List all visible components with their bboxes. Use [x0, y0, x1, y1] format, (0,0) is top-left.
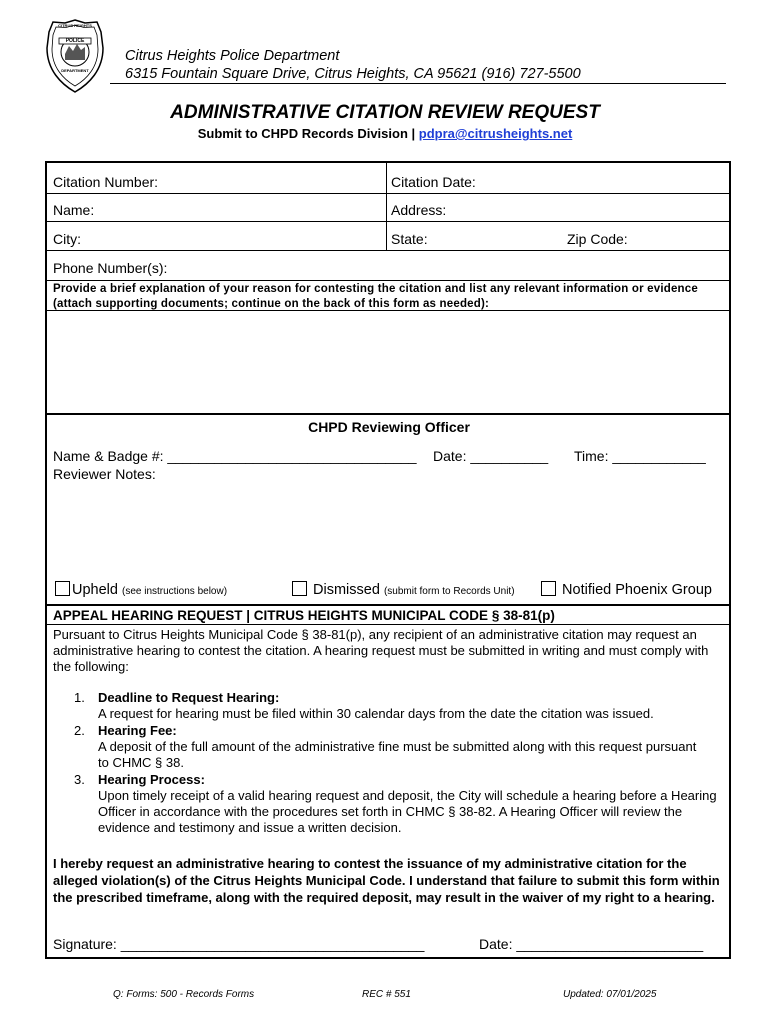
column-divider [386, 163, 387, 250]
explanation-prompt: Provide a brief explanation of your reason for contesting the citation and list any relevant information or evidence (attach supporting documents; continue on the back of this form as needed): [53, 283, 698, 310]
footer-form-path: Q: Forms: 500 - Records Forms [113, 989, 255, 1000]
reviewer-notes-area[interactable] [48, 484, 728, 579]
dismissed-option[interactable] [292, 581, 515, 598]
list-item-text: A request for hearing must be filed within 30 calendar days from the date the citation was issued. [98, 706, 654, 721]
form-subtitle [0, 126, 770, 141]
notified-phoenix-option[interactable] [541, 581, 712, 598]
dismissed-note: (submit form to Records Unit) [383, 586, 515, 597]
reviewer-notes-label: Reviewer Notes: [53, 466, 156, 482]
zip-code-field[interactable]: Zip Code: [567, 231, 628, 247]
notified-phoenix-label: Notified Phoenix Group [562, 582, 712, 598]
state-field[interactable]: State: [391, 231, 428, 247]
list-item-number: 3. [74, 772, 85, 787]
citation-date-field[interactable]: Citation Date: [391, 174, 476, 190]
row-rule [45, 280, 731, 281]
section-rule [45, 413, 731, 415]
reviewer-name-badge-field[interactable]: Name & Badge #: ________________________________ [53, 448, 417, 464]
phone-number-field[interactable]: Phone Number(s): [53, 260, 168, 276]
list-item-heading: Hearing Fee: [98, 723, 177, 738]
list-item-number: 2. [74, 723, 85, 738]
row-rule [45, 250, 731, 251]
signature-date-field[interactable]: Date: ________________________ [479, 936, 704, 952]
dismissed-label: Dismissed [313, 582, 380, 598]
upheld-option[interactable] [55, 581, 227, 598]
subtitle-text: Submit to CHPD Records Division | [197, 126, 419, 141]
appeal-intro: Pursuant to Citrus Heights Municipal Code § 38-81(p), any recipient of an administrative citation may request an administrative hearing to contest the citation. A hearing request must be submitted in writing and must comply with the following: [53, 627, 709, 674]
hearing-declaration: I hereby request an administrative hearing to contest the issuance of my administrative citation for the alleged violation(s) of the Citrus Heights Municipal Code. I understand that failure to submit this form within the prescribed timeframe, along with the required deposit, may result in the waiver of my right to a hearing. [53, 856, 720, 905]
upheld-checkbox[interactable] [55, 581, 70, 596]
row-rule [45, 221, 731, 222]
seal-text-top: CITRUS HEIGHTS [58, 23, 92, 28]
seal-text-bottom: DEPARTMENT [61, 68, 89, 73]
letterhead [125, 47, 581, 83]
notified-phoenix-checkbox[interactable] [541, 581, 556, 596]
footer-form-number: REC # 551 [362, 989, 411, 1000]
reviewer-time-field[interactable]: Time: ____________ [574, 448, 706, 464]
list-item [98, 772, 718, 836]
appeal-heading: APPEAL HEARING REQUEST | CITRUS HEIGHTS MUNICIPAL CODE § 38-81(p) [53, 608, 555, 623]
signature-field[interactable]: Signature: _______________________________________ [53, 936, 425, 952]
records-email-link[interactable]: pdpra@citrusheights.net [418, 126, 573, 141]
header-rule [110, 83, 726, 84]
city-field[interactable]: City: [53, 231, 81, 247]
list-item-heading: Deadline to Request Hearing: [98, 690, 280, 705]
name-field[interactable]: Name: [53, 202, 95, 218]
department-name: Citrus Heights Police Department [125, 48, 340, 64]
seal-text-band: POLICE [65, 38, 85, 44]
police-seal-icon [45, 18, 105, 94]
upheld-note: (see instructions below) [121, 586, 228, 597]
appeal-heading-rule [45, 624, 731, 625]
citation-number-field[interactable]: Citation Number: [53, 174, 159, 190]
list-item-heading: Hearing Process: [98, 772, 205, 787]
department-address: 6315 Fountain Square Drive, Citrus Heights, CA 95621 (916) 727-5500 [125, 66, 581, 82]
footer-updated-date: Updated: 07/01/2025 [563, 989, 657, 1000]
reviewer-heading: CHPD Reviewing Officer [308, 419, 470, 435]
row-rule [45, 193, 731, 194]
address-field[interactable]: Address: [391, 202, 447, 218]
upheld-label: Upheld [72, 582, 118, 598]
form-title: ADMINISTRATIVE CITATION REVIEW REQUEST [170, 102, 600, 123]
list-item-text: A deposit of the full amount of the administrative fine must be submitted along with this request pursuant to CHMC § 38. [98, 739, 697, 770]
list-item-number: 1. [74, 690, 85, 705]
list-item [98, 690, 718, 722]
list-item-text: Upon timely receipt of a valid hearing request and deposit, the City will schedule a hearing before a Hearing Officer in accordance with the procedures set forth in CHMC § 38-82. A Hearing Officer will review the evidence and testimony and issue a written decision. [98, 788, 717, 835]
dismissed-checkbox[interactable] [292, 581, 307, 596]
section-rule [45, 604, 731, 606]
list-item [98, 723, 698, 771]
reviewer-date-field[interactable]: Date: __________ [433, 448, 549, 464]
explanation-area[interactable] [48, 312, 728, 412]
